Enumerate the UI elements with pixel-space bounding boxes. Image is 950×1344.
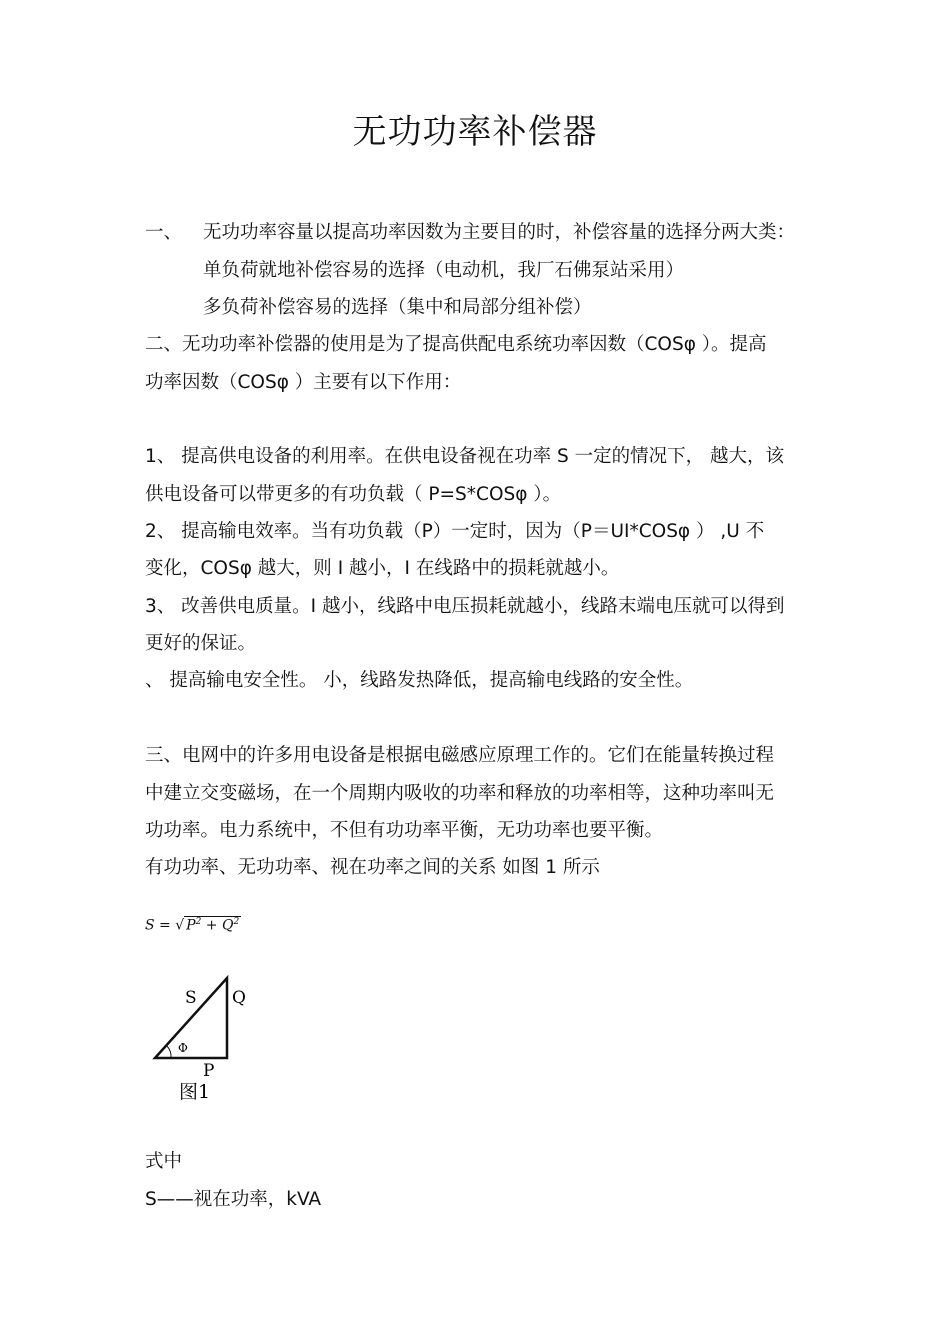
- section-1-sub-1: 单负荷就地补偿容易的选择（电动机，我厂石佛泵站采用）: [203, 260, 685, 281]
- label-s: S: [185, 988, 197, 1008]
- label-phi: Φ: [178, 1041, 188, 1055]
- section-3-line-2: 中建立交变磁场，在一个周期内吸收的功率和释放的功率相等，这种功率叫无: [145, 783, 775, 804]
- formula-exp-q: 2: [233, 917, 240, 927]
- item-3-line-1: 3、 改善供电质量。I 越小，线路中电压损耗就越小，线路末端电压就可以得到: [145, 596, 785, 617]
- section-3-line-4: 有功功率、无功功率、视在功率之间的关系 如图 1 所示: [145, 857, 600, 878]
- formula-p: P: [186, 917, 196, 934]
- section-2-line-2: 功率因数（COSφ ）主要有以下作用：: [145, 372, 462, 393]
- formula-q: Q: [221, 917, 234, 934]
- angle-arc: [167, 1046, 171, 1058]
- section-1-number: 一、: [145, 222, 183, 243]
- section-1-text: 无功功率容量以提高功率因数为主要目的时，补偿容量的选择分两大类：: [203, 222, 796, 243]
- formula-lhs: S =: [145, 917, 171, 934]
- item-1-line-1: 1、 提高供电设备的利用率。在供电设备视在功率 S 一定的情况下， 越大，该: [145, 446, 785, 467]
- section-2-line-1: 二、无功功率补偿器的使用是为了提高供配电系统功率因数（COSφ ）。提高: [145, 334, 767, 355]
- item-3-line-2: 更好的保证。: [145, 633, 257, 654]
- figure-caption: 图1: [179, 1081, 211, 1103]
- definitions-heading: 式中: [145, 1151, 183, 1172]
- document-title: 无功功率补偿器: [352, 112, 598, 152]
- power-triangle-figure: [145, 970, 265, 1110]
- item-2-line-2: 变化，COSφ 越大，则 I 越小，I 在线路中的损耗就越小。: [145, 558, 620, 579]
- section-3-line-1: 三、电网中的许多用电设备是根据电磁感应原理工作的。它们在能量转换过程: [145, 745, 775, 766]
- definition-s: S——视在功率，kVA: [145, 1189, 322, 1210]
- label-p: P: [203, 1061, 215, 1081]
- apparent-power-formula: [145, 916, 241, 934]
- item-2-line-1: 2、 提高输电效率。当有功负载（P）一定时，因为（P＝UI*COSφ ） ,U 不: [145, 521, 765, 542]
- formula-plus: +: [205, 917, 218, 934]
- section-1-line: [145, 221, 795, 245]
- item-1-line-2: 供电设备可以带更多的有功负载（ P=S*COSφ ）。: [145, 484, 562, 505]
- item-4-line: 、 提高输电安全性。 小，线路发热降低，提高输电线路的安全性。: [145, 670, 694, 691]
- formula-exp-p: 2: [195, 917, 202, 927]
- sqrt-sign: √: [175, 917, 185, 934]
- formula-radicand: [184, 916, 241, 934]
- section-1-sub-2: 多负荷补偿容易的选择（集中和局部分组补偿）: [203, 297, 592, 318]
- label-q: Q: [232, 988, 246, 1008]
- section-3-line-3: 功功率。电力系统中，不但有功功率平衡，无功功率也要平衡。: [145, 820, 664, 841]
